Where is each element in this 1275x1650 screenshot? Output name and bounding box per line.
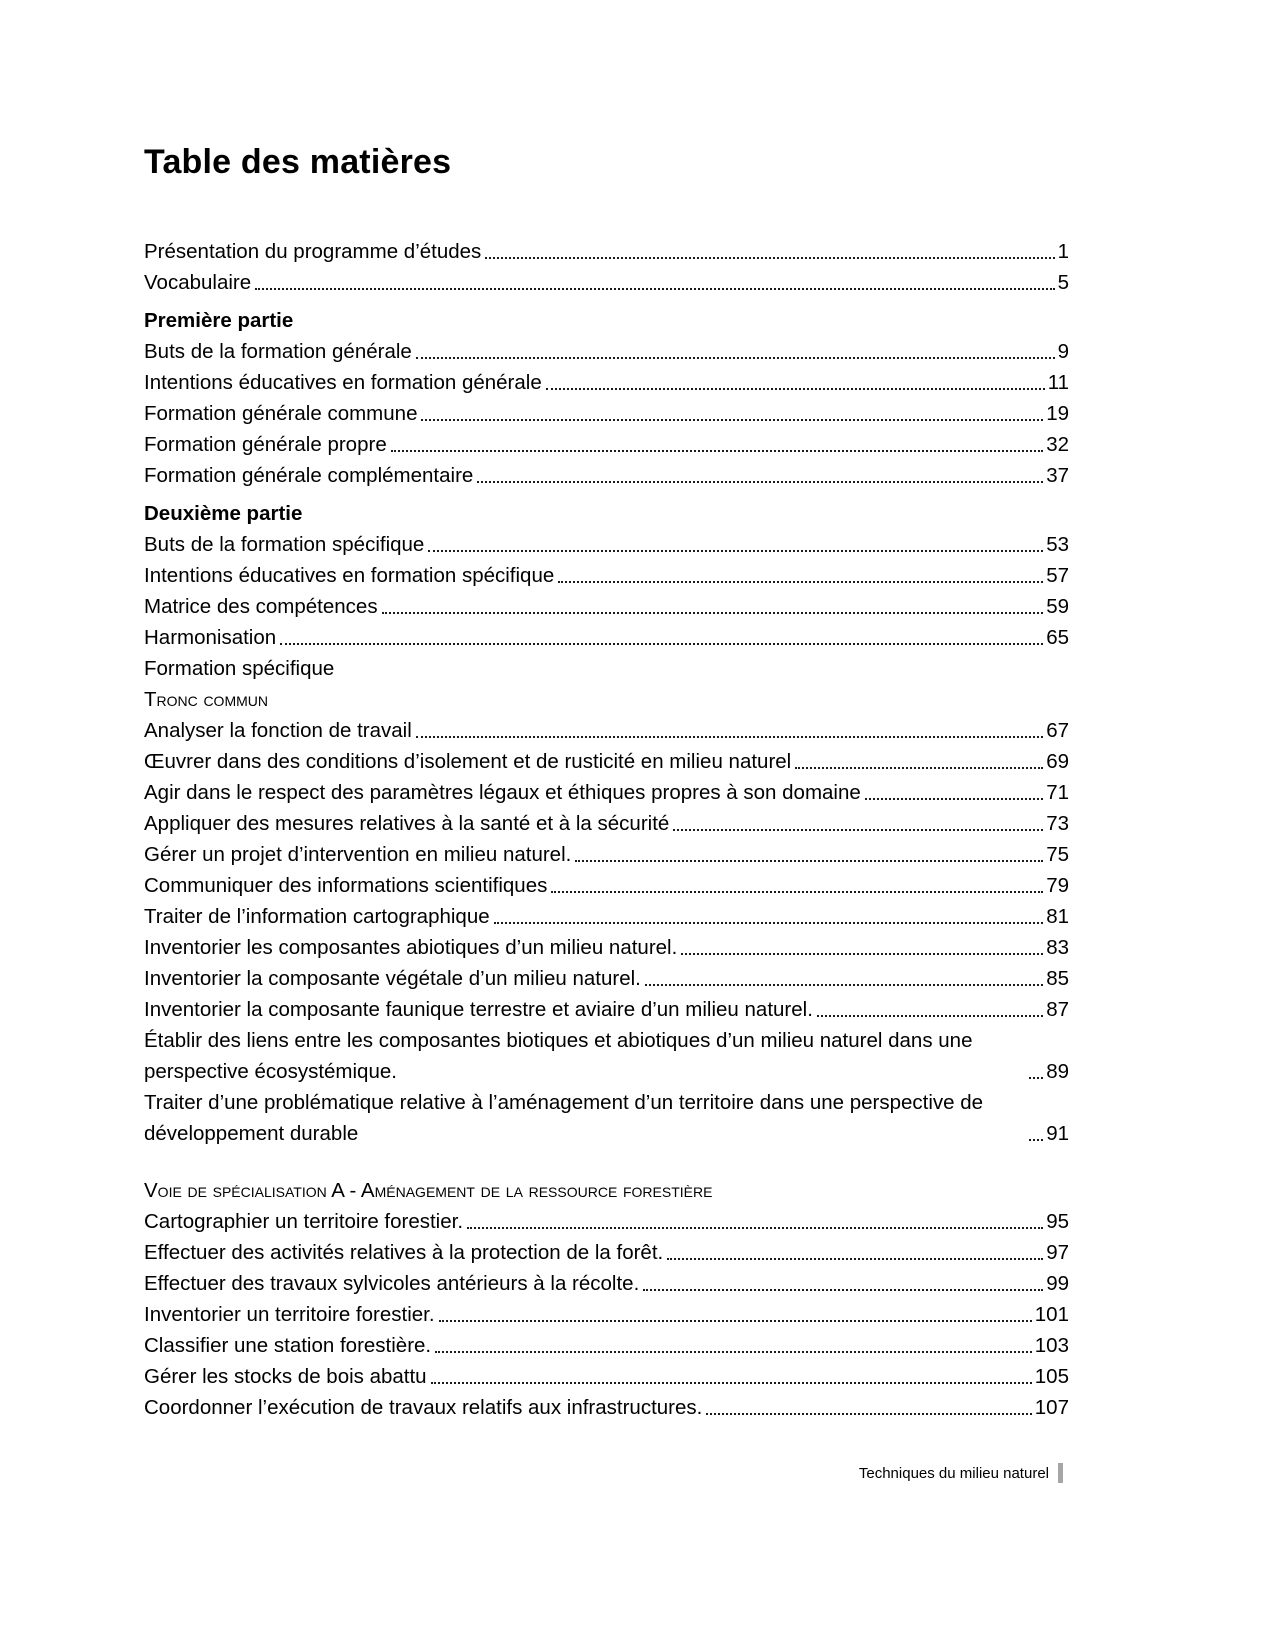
toc-entry <box>144 963 1069 994</box>
toc-entry <box>144 870 1069 901</box>
toc-entry-label: Traiter d’une problématique relative à l’aménagement d’un territoire dans une perspective de développement durable <box>144 1091 984 1145</box>
toc-page-number: 105 <box>1034 1365 1069 1388</box>
toc-entry-label: Tronc commun <box>144 688 268 711</box>
toc-leader-dots <box>467 1227 1043 1229</box>
toc-entry-label: Première partie <box>144 309 294 332</box>
toc-entry-label: Communiquer des informations scientifiques <box>144 874 548 897</box>
toc-entry <box>144 808 1069 839</box>
page-footer <box>859 1463 1063 1483</box>
toc-page-number: 103 <box>1034 1334 1069 1357</box>
footer-document-title: Techniques du milieu naturel <box>858 1464 1049 1482</box>
toc-entry <box>144 1268 1069 1299</box>
toc-leader-dots <box>255 288 1054 290</box>
toc-entry-label: Inventorier la composante végétale d’un milieu naturel. <box>144 967 641 990</box>
toc-page-number: 101 <box>1034 1303 1069 1326</box>
toc-leader-dots <box>435 1351 1032 1353</box>
toc-entry-label: Appliquer des mesures relatives à la santé et à la sécurité <box>144 812 670 835</box>
toc-page-number: 89 <box>1046 1060 1069 1083</box>
toc-entry <box>144 1392 1069 1423</box>
toc-leader-dots <box>280 643 1043 645</box>
toc-entry <box>144 1299 1069 1330</box>
toc-entry <box>144 460 1069 491</box>
toc-entry-label: Formation générale commune <box>144 402 418 425</box>
toc-entry-label: Effectuer des activités relatives à la protection de la forêt. <box>144 1241 664 1264</box>
toc-entry <box>144 1206 1069 1237</box>
toc-entry <box>144 994 1069 1025</box>
toc-page-number: 81 <box>1046 905 1069 928</box>
toc-entry <box>144 236 1069 267</box>
toc-section-heading <box>144 684 1069 715</box>
toc-leader-dots <box>795 767 1043 769</box>
toc-page-number: 99 <box>1046 1272 1069 1295</box>
toc-leader-dots <box>416 736 1043 738</box>
toc-entry-label: Gérer un projet d’intervention en milieu naturel. <box>144 843 572 866</box>
toc-leader-dots <box>551 891 1043 893</box>
toc-entry <box>144 901 1069 932</box>
toc-entry-label: Intentions éducatives en formation générale <box>144 371 542 394</box>
toc-entry-label: Coordonner l’exécution de travaux relatifs aux infrastructures. <box>144 1396 703 1419</box>
toc-leader-dots <box>673 829 1043 831</box>
toc-entry <box>144 1330 1069 1361</box>
toc-entry-label: Intentions éducatives en formation spécifique <box>144 564 555 587</box>
toc-leader-dots <box>706 1413 1031 1415</box>
toc-leader-dots <box>428 550 1043 552</box>
toc-leader-dots <box>1029 1077 1043 1079</box>
toc-page-number: 32 <box>1046 433 1069 456</box>
toc-section-heading <box>144 653 1069 684</box>
toc-entry <box>144 777 1069 808</box>
toc-entry-label: Buts de la formation générale <box>144 340 412 363</box>
toc-entry <box>144 398 1069 429</box>
toc-entry-label: Présentation du programme d’études <box>144 240 482 263</box>
toc-entry-label: Harmonisation <box>144 626 277 649</box>
toc-page-number: 1 <box>1057 240 1069 263</box>
toc-leader-dots <box>558 581 1043 583</box>
toc-entry-label: Analyser la fonction de travail <box>144 719 412 742</box>
toc-entry-label: Œuvrer dans des conditions d’isolement et de rusticité en milieu naturel <box>144 750 792 773</box>
toc-entry-label: Gérer les stocks de bois abattu <box>144 1365 427 1388</box>
toc-entry <box>144 367 1069 398</box>
toc-leader-dots <box>416 357 1055 359</box>
toc-page-number: 19 <box>1046 402 1069 425</box>
toc-entry-label: Inventorier la composante faunique terrestre et aviaire d’un milieu naturel. <box>144 998 813 1021</box>
toc-page-number: 57 <box>1046 564 1069 587</box>
toc-entry-label: Établir des liens entre les composantes biotiques et abiotiques d’un milieu naturel dans une perspective écosystémique. <box>144 1029 973 1083</box>
toc-page-number: 87 <box>1046 998 1069 1021</box>
toc-page-number: 107 <box>1034 1396 1069 1419</box>
toc-page-number: 67 <box>1046 719 1069 742</box>
toc-page-number: 53 <box>1046 533 1069 556</box>
toc-entry <box>144 1087 1069 1149</box>
toc-page-number: 9 <box>1057 340 1069 363</box>
toc-entry <box>144 746 1069 777</box>
toc-page-number: 97 <box>1046 1241 1069 1264</box>
toc-section-heading <box>144 1175 1069 1206</box>
toc-page-number: 73 <box>1046 812 1069 835</box>
toc-entry <box>144 267 1069 298</box>
toc-entry-label: Classifier une station forestière. <box>144 1334 432 1357</box>
toc-leader-dots <box>645 984 1043 986</box>
toc-leader-dots <box>431 1382 1032 1384</box>
toc-page-number: 59 <box>1046 595 1069 618</box>
toc-entry-label: Formation générale propre <box>144 433 387 456</box>
toc-entry <box>144 591 1069 622</box>
toc-page-number: 79 <box>1046 874 1069 897</box>
toc-entry <box>144 1237 1069 1268</box>
toc-entry-label: Matrice des compétences <box>144 595 378 618</box>
toc-section-heading <box>144 305 1069 336</box>
page-content <box>144 142 1069 1423</box>
toc-page-number: 75 <box>1046 843 1069 866</box>
toc-entry-label: Formation générale complémentaire <box>144 464 474 487</box>
toc-page-number: 91 <box>1046 1122 1069 1145</box>
toc-page-number: 65 <box>1046 626 1069 649</box>
toc-leader-dots <box>643 1289 1043 1291</box>
toc-leader-dots <box>477 481 1043 483</box>
toc-leader-dots <box>382 612 1044 614</box>
toc-entry <box>144 336 1069 367</box>
toc-leader-dots <box>817 1015 1043 1017</box>
toc-entry-label: Agir dans le respect des paramètres légaux et éthiques propres à son domaine <box>144 781 861 804</box>
toc-entry <box>144 839 1069 870</box>
toc-page-number: 85 <box>1046 967 1069 990</box>
toc-entry <box>144 932 1069 963</box>
toc-leader-dots <box>391 450 1043 452</box>
toc-page-number: 11 <box>1047 371 1069 394</box>
toc-entry-label: Deuxième partie <box>144 502 303 525</box>
toc-section-heading <box>144 498 1069 529</box>
toc-entry-label: Effectuer des travaux sylvicoles antérieurs à la récolte. <box>144 1272 640 1295</box>
toc-leader-dots <box>1029 1139 1043 1141</box>
toc-page-number: 71 <box>1046 781 1069 804</box>
toc-entry-label: Formation spécifique <box>144 657 335 680</box>
toc-page-number: 95 <box>1046 1210 1069 1233</box>
toc-entry <box>144 429 1069 460</box>
toc-entry <box>144 715 1069 746</box>
toc-leader-dots <box>546 388 1045 390</box>
toc-leader-dots <box>494 922 1044 924</box>
toc-entry-label: Vocabulaire <box>144 271 252 294</box>
toc-leader-dots <box>421 419 1043 421</box>
toc-leader-dots <box>439 1320 1032 1322</box>
toc-page-number: 37 <box>1046 464 1069 487</box>
toc-entry-label: Voie de spécialisation A - Aménagement de la ressource forestière <box>144 1179 713 1202</box>
toc-leader-dots <box>681 953 1043 955</box>
toc-entry-label: Cartographier un territoire forestier. <box>144 1210 464 1233</box>
toc-entry <box>144 560 1069 591</box>
footer-page-marker <box>1058 1463 1063 1483</box>
page-title: Table des matières <box>144 143 452 181</box>
toc-entry <box>144 1025 1069 1087</box>
toc-leader-dots <box>575 860 1043 862</box>
toc-page-number: 5 <box>1057 271 1069 294</box>
toc-entry <box>144 529 1069 560</box>
toc-leader-dots <box>485 257 1054 259</box>
toc-entry <box>144 1361 1069 1392</box>
toc-entry-label: Traiter de l’information cartographique <box>144 905 490 928</box>
toc-entry-label: Buts de la formation spécifique <box>144 533 425 556</box>
toc-page-number: 83 <box>1046 936 1069 959</box>
toc-page-number: 69 <box>1046 750 1069 773</box>
toc-leader-dots <box>865 798 1043 800</box>
toc-entry-label: Inventorier un territoire forestier. <box>144 1303 435 1326</box>
toc-list <box>144 236 1069 1423</box>
toc-entry-label: Inventorier les composantes abiotiques d’un milieu naturel. <box>144 936 678 959</box>
toc-entry <box>144 622 1069 653</box>
toc-leader-dots <box>667 1258 1043 1260</box>
